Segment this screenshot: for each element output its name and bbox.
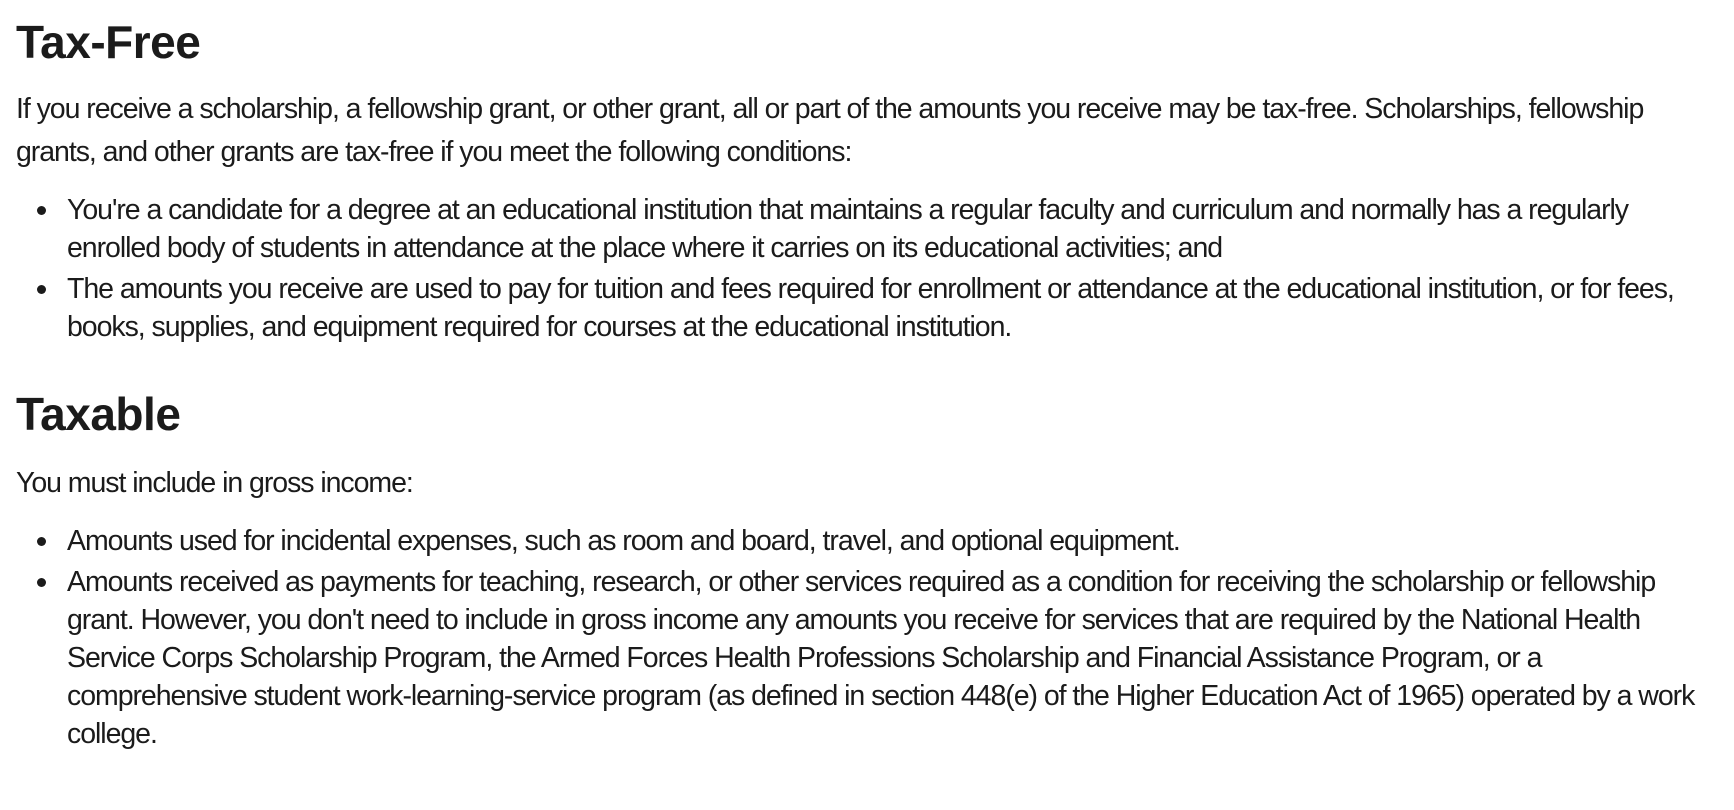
taxable-items-list — [16, 522, 1718, 753]
taxable-heading: Taxable — [16, 388, 181, 440]
article-content — [0, 16, 1734, 783]
tax-free-intro: If you receive a scholarship, a fellowship grant, or other grant, all or part of the amounts you receive may be tax-free. Scholarships, fellowship grants, and other grants are tax-free if you meet the following conditions: — [16, 93, 1644, 168]
list-item: Amounts used for incidental expenses, such as room and board, travel, and optional equipment. — [67, 522, 1718, 560]
list-item: Amounts received as payments for teaching, research, or other services required as a condition for receiving the scholarship or fellowship grant. However, you don't need to include in gross income any amounts you receive for services that are required by the National Health Service Corps Scholarship Program, the Armed Forces Health Professions Scholarship and Financial Assistance Program, or a comprehensive student work-learning-service program (as defined in section 448(e) of the Higher Education Act of 1965) operated by a work college. — [67, 563, 1718, 753]
section-taxable — [16, 388, 1718, 753]
list-item: The amounts you receive are used to pay for tuition and fees required for enrollment or attendance at the educational institution, or for fees, books, supplies, and equipment required for courses at the educational institution. — [67, 270, 1718, 346]
tax-free-heading: Tax-Free — [16, 16, 201, 68]
taxable-intro: You must include in gross income: — [16, 467, 413, 499]
section-tax-free — [16, 16, 1718, 346]
tax-free-conditions-list — [16, 191, 1718, 346]
list-item: You're a candidate for a degree at an educational institution that maintains a regular faculty and curriculum and normally has a regularly enrolled body of students in attendance at the place where it carries on its educational activities; and — [67, 191, 1718, 267]
